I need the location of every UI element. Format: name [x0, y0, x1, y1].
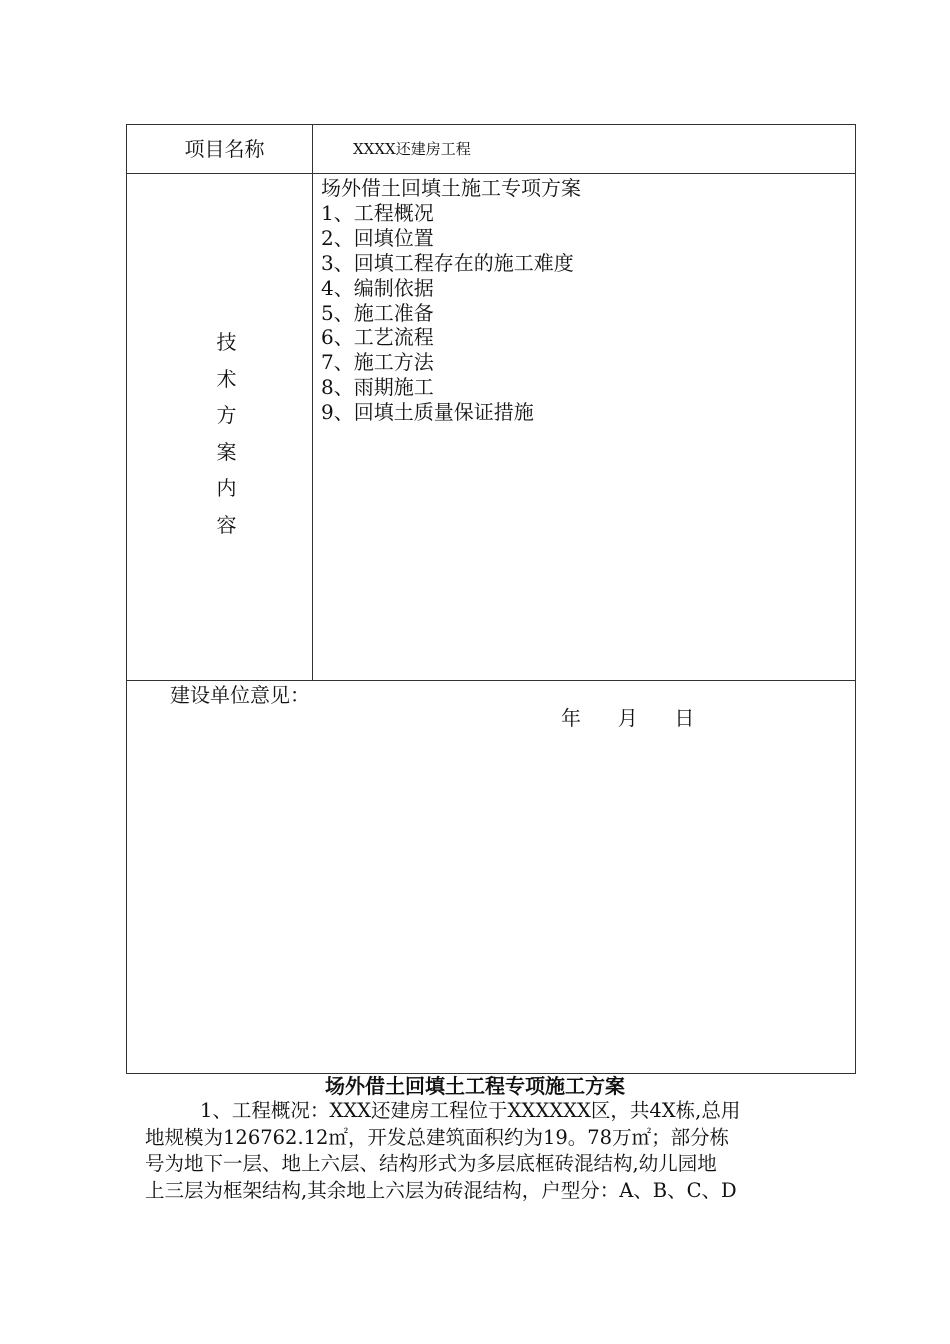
tech-list-item: 8、雨期施工 — [321, 375, 434, 400]
paragraph-line: 号为地下一层、地上六层、结构形式为多层底框砖混结构,幼儿园地 — [145, 1152, 717, 1175]
tech-vertical-label — [127, 324, 312, 544]
tech-label-char: 方 — [216, 403, 237, 428]
owner-opinion-label: 建设单位意见： — [170, 683, 310, 707]
tech-list-item: 5、施工准备 — [321, 300, 434, 325]
tech-list-item: 1、工程概况 — [321, 200, 434, 225]
tech-list-item: 2、回填位置 — [321, 225, 434, 250]
paragraph-line: 1、工程概况：XXX还建房工程位于XXXXXX区，共4X栋,总用 — [200, 1099, 741, 1122]
paragraph-line: 上三层为框架结构,其余地上六层为砖混结构，户型分：A、B、C、D — [145, 1178, 737, 1202]
opinion-cell — [127, 681, 856, 1074]
paragraph-line: 地规模为126762.12㎡，开发总建筑面积约为19。78万㎡；部分栋 — [145, 1125, 730, 1149]
project-row — [127, 125, 856, 174]
overview-paragraph — [145, 1098, 809, 1204]
date-line: 年 月 日 — [561, 706, 695, 730]
tech-label-cell — [127, 174, 313, 681]
opinion-row — [127, 681, 856, 1074]
project-name-value: XXXX还建房工程 — [353, 140, 471, 158]
tech-content-cell — [313, 174, 856, 681]
document-title: 场外借土回填土工程专项施工方案 — [325, 1074, 625, 1098]
tech-list-item: 6、工艺流程 — [321, 325, 434, 350]
project-name-label: 项目名称 — [184, 137, 265, 161]
project-label-cell — [127, 125, 313, 174]
tech-list-item: 9、回填土质量保证措施 — [321, 400, 534, 425]
project-value-cell — [313, 125, 856, 174]
tech-plan-title: 场外借土回填土施工专项方案 — [321, 176, 581, 200]
tech-content — [313, 174, 855, 425]
tech-list-item: 4、编制依据 — [321, 275, 434, 300]
project-form-table — [126, 124, 856, 1074]
tech-label-char: 案 — [216, 439, 237, 464]
tech-list-item: 3、回填工程存在的施工难度 — [321, 250, 574, 275]
tech-label-char: 容 — [216, 512, 237, 537]
tech-label-char: 技 — [216, 330, 237, 354]
tech-label-char: 术 — [216, 366, 237, 391]
tech-list-item: 7、施工方法 — [321, 350, 434, 375]
tech-row — [127, 174, 856, 681]
tech-label-char: 内 — [216, 476, 237, 501]
